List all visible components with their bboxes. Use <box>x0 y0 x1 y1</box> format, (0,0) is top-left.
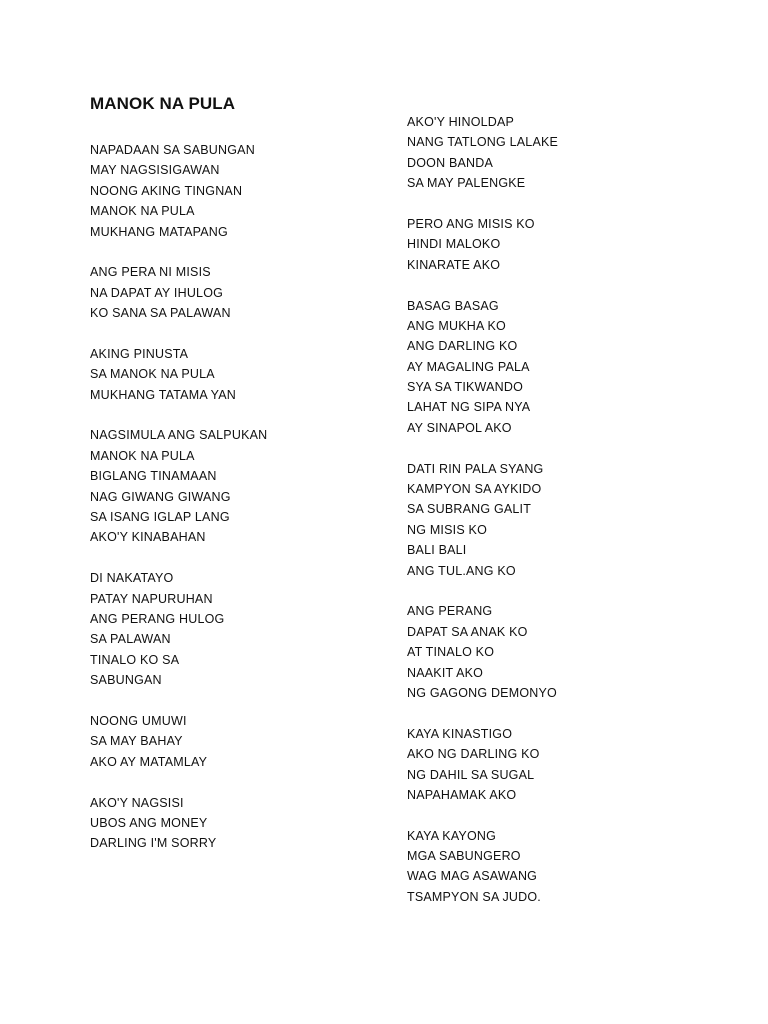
lyrics-column-right <box>407 112 558 907</box>
lyric-line: SABUNGAN <box>90 673 162 688</box>
stanza <box>90 140 267 242</box>
lyric-line: AY SINAPOL AKO <box>407 420 512 435</box>
lyric-line: MUKHANG MATAPANG <box>90 224 228 239</box>
lyric-line: MUKHANG TATAMA YAN <box>90 387 236 402</box>
lyric-line: DOON BANDA <box>407 155 494 170</box>
lyric-line: AKO'Y KINABAHAN <box>90 530 206 545</box>
lyric-line: MAY NAGSISIGAWAN <box>90 163 220 178</box>
lyric-line: ANG PERANG HULOG <box>90 611 225 626</box>
lyric-line: NAAKIT AKO <box>407 665 484 680</box>
lyric-line: NG DAHIL SA SUGAL <box>407 767 535 782</box>
lyric-line: AKO NG DARLING KO <box>407 747 540 762</box>
lyric-line: NG GAGONG DEMONYO <box>407 685 557 700</box>
lyric-line: ANG MUKHA KO <box>407 318 506 333</box>
lyric-line: NOONG UMUWI <box>90 713 187 728</box>
lyric-line: KAYA KINASTIGO <box>407 726 513 741</box>
stanza <box>90 711 267 772</box>
lyric-line: NA DAPAT AY IHULOG <box>90 285 224 300</box>
lyric-line: PERO ANG MISIS KO <box>407 216 535 231</box>
lyric-line: DATI RIN PALA SYANG <box>407 461 544 476</box>
lyric-line: ANG DARLING KO <box>407 339 518 354</box>
lyric-line: DARLING I'M SORRY <box>90 836 217 851</box>
lyrics-column-left <box>90 140 267 854</box>
lyric-line: DI NAKATAYO <box>90 571 174 586</box>
lyric-line: AY MAGALING PALA <box>407 359 530 374</box>
lyric-line: NANG TATLONG LALAKE <box>407 135 559 150</box>
stanza <box>407 296 558 439</box>
lyric-line: PATAY NAPURUHAN <box>90 591 213 606</box>
lyric-line: MANOK NA PULA <box>90 204 195 219</box>
lyric-line: KAMPYON SA AYKIDO <box>407 482 542 497</box>
lyric-line: NAPADAAN SA SABUNGAN <box>90 143 255 157</box>
stanza <box>407 459 558 581</box>
lyric-line: SA MAY BAHAY <box>90 734 183 749</box>
stanza <box>90 793 267 854</box>
lyric-line: WAG MAG ASAWANG <box>407 869 538 884</box>
lyric-line: NOONG AKING TINGNAN <box>90 183 243 198</box>
lyric-line: NAGSIMULA ANG SALPUKAN <box>90 428 268 443</box>
lyric-line: KO SANA SA PALAWAN <box>90 306 231 321</box>
lyric-line: ANG PERANG <box>407 604 493 619</box>
lyric-line: MGA SABUNGERO <box>407 849 521 864</box>
lyric-line: LAHAT NG SIPA NYA <box>407 400 531 415</box>
stanza <box>90 425 267 547</box>
stanza <box>90 568 267 690</box>
lyric-line: TSAMPYON SA JUDO. <box>407 889 541 904</box>
lyric-line: BASAG BASAG <box>407 298 499 313</box>
stanza <box>90 344 267 405</box>
lyric-line: NG MISIS KO <box>407 522 487 537</box>
lyric-line: AKO'Y NAGSISI <box>90 795 184 810</box>
stanza <box>407 112 558 194</box>
lyric-line: SA ISANG IGLAP LANG <box>90 510 230 525</box>
lyric-line: KINARATE AKO <box>407 257 501 272</box>
lyric-line: HINDI MALOKO <box>407 237 501 252</box>
lyric-line: DAPAT SA ANAK KO <box>407 624 528 639</box>
lyric-line: AKO'Y HINOLDAP <box>407 115 515 129</box>
lyric-line: KAYA KAYONG <box>407 828 497 843</box>
stanza <box>90 262 267 323</box>
lyric-line: AT TINALO KO <box>407 645 495 660</box>
stanza <box>407 601 558 703</box>
lyric-line: NAG GIWANG GIWANG <box>90 489 231 504</box>
lyric-line: SA MANOK NA PULA <box>90 367 215 382</box>
lyric-line: MANOK NA PULA <box>90 448 195 463</box>
lyric-line: UBOS ANG MONEY <box>90 815 208 830</box>
lyric-line: SA MAY PALENGKE <box>407 176 526 191</box>
lyric-line: BIGLANG TINAMAAN <box>90 469 217 484</box>
lyric-line: NAPAHAMAK AKO <box>407 787 517 802</box>
stanza <box>407 826 558 908</box>
lyric-line: SYA SA TIKWANDO <box>407 380 523 395</box>
lyric-line: SA PALAWAN <box>90 632 171 647</box>
lyric-line: ANG PERA NI MISIS <box>90 265 211 280</box>
song-title: MANOK NA PULA <box>90 94 236 113</box>
lyric-line: ANG TUL.ANG KO <box>407 563 516 578</box>
lyric-line: AKO AY MATAMLAY <box>90 754 208 769</box>
lyric-line: BALI BALI <box>407 543 467 558</box>
lyric-line: SA SUBRANG GALIT <box>407 502 532 517</box>
stanza <box>407 724 558 806</box>
lyric-line: AKING PINUSTA <box>90 346 189 361</box>
lyric-line: TINALO KO SA <box>90 652 180 667</box>
stanza <box>407 214 558 275</box>
